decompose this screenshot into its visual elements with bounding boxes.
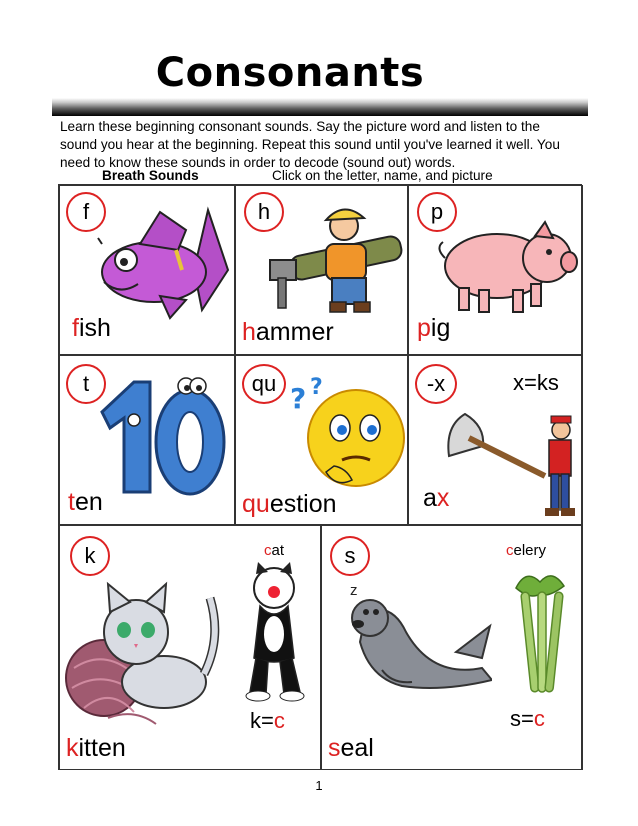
kitten-illustration[interactable] bbox=[64, 578, 224, 728]
letter-circle-k[interactable]: k bbox=[70, 536, 110, 576]
card-h[interactable] bbox=[235, 185, 408, 355]
consonant-grid bbox=[58, 184, 582, 770]
card-f[interactable] bbox=[59, 185, 235, 355]
svg-text:?: ? bbox=[290, 382, 307, 415]
instruction-text: Click on the letter, name, and picture bbox=[272, 168, 493, 183]
letter-circle-s[interactable]: s bbox=[330, 536, 370, 576]
ten-illustration[interactable] bbox=[88, 372, 228, 502]
word-pig[interactable]: pig bbox=[417, 314, 451, 342]
card-s[interactable] bbox=[321, 525, 583, 770]
word-celery[interactable]: celery bbox=[506, 542, 547, 559]
card-p[interactable] bbox=[408, 185, 583, 355]
letter-circle-x[interactable]: -x bbox=[415, 364, 457, 404]
pig-illustration[interactable] bbox=[435, 218, 581, 318]
word-hammer[interactable]: hammer bbox=[242, 318, 334, 346]
celery-illustration[interactable] bbox=[508, 568, 572, 698]
letter-circle-p[interactable]: p bbox=[417, 192, 457, 232]
ax-man-illustration[interactable] bbox=[439, 402, 579, 522]
question-face-illustration[interactable] bbox=[286, 368, 406, 494]
word-seal[interactable]: seal bbox=[328, 734, 374, 762]
letter-circle-qu[interactable]: qu bbox=[242, 364, 286, 404]
page-number: 1 bbox=[315, 778, 323, 793]
letter-circle-h[interactable]: h bbox=[244, 192, 284, 232]
card-t[interactable] bbox=[59, 355, 235, 525]
section-heading: Breath Sounds bbox=[102, 168, 199, 183]
word-ax[interactable]: ax bbox=[423, 484, 450, 512]
hammer-worker-illustration[interactable] bbox=[260, 200, 408, 320]
snore-z: z bbox=[350, 582, 358, 599]
page-title: Consonants bbox=[155, 50, 425, 96]
card-x[interactable] bbox=[408, 355, 583, 525]
word-kitten[interactable]: kitten bbox=[66, 734, 126, 762]
word-cat[interactable]: cat bbox=[264, 542, 285, 559]
seal-illustration[interactable] bbox=[332, 582, 492, 692]
svg-text:?: ? bbox=[310, 375, 323, 400]
letter-circle-f[interactable]: f bbox=[66, 192, 106, 232]
fish-illustration[interactable] bbox=[90, 200, 230, 320]
k-rule: k=c bbox=[250, 708, 285, 733]
card-qu[interactable] bbox=[235, 355, 408, 525]
card-k[interactable] bbox=[59, 525, 321, 770]
letter-circle-t[interactable]: t bbox=[66, 364, 106, 404]
intro-paragraph: Learn these beginning consonant sounds. Say the picture word and listen to the sound you hear at the beginning. Repeat this sound until you've learned it well. You need to know these sounds in order to decode (sound out) words. bbox=[60, 119, 560, 170]
title-divider bbox=[52, 98, 588, 116]
word-fish[interactable]: fish bbox=[72, 314, 111, 342]
cat-illustration[interactable] bbox=[238, 562, 312, 702]
x-rule-note: x=ks bbox=[513, 370, 559, 395]
s-rule: s=c bbox=[510, 706, 545, 731]
word-question[interactable]: question bbox=[242, 490, 337, 518]
word-ten[interactable]: ten bbox=[68, 488, 103, 516]
